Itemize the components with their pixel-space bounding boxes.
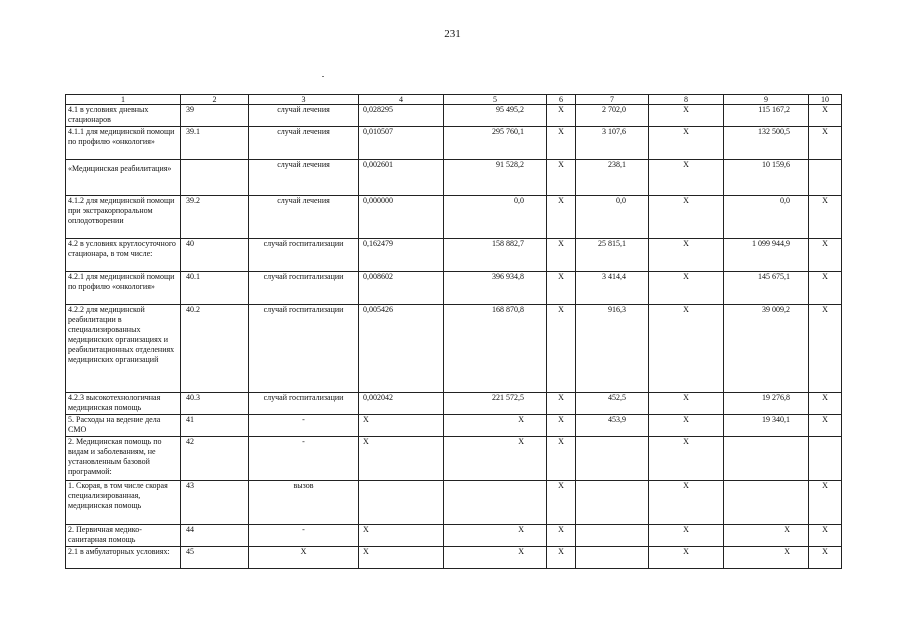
- value-cell: 221 572,5: [444, 393, 547, 415]
- unit-cell: случай госпитализации: [249, 272, 359, 305]
- column-header: 10: [809, 95, 842, 105]
- value-cell: 3 107,6: [576, 127, 649, 160]
- value-cell: 0,028295: [359, 105, 444, 127]
- column-header: 8: [649, 95, 724, 105]
- table-row: [66, 305, 842, 393]
- value-cell: 145 675,1: [724, 272, 809, 305]
- unit-cell: Х: [249, 547, 359, 569]
- row-label: 2. Медицинская помощь по видам и заболеваниям, не установленным базовой программой:: [66, 437, 181, 481]
- table-row: [66, 272, 842, 305]
- column-header: 1: [66, 95, 181, 105]
- value-cell: Х: [547, 239, 576, 272]
- value-cell: Х: [649, 272, 724, 305]
- row-label: 2. Первичная медико-санитарная помощь: [66, 525, 181, 547]
- value-cell: 0,0: [724, 196, 809, 239]
- unit-cell: -: [249, 415, 359, 437]
- value-cell: 0,010507: [359, 127, 444, 160]
- row-code: 39: [181, 105, 249, 127]
- column-header: 2: [181, 95, 249, 105]
- value-cell: 95 495,2: [444, 105, 547, 127]
- value-cell: Х: [649, 239, 724, 272]
- unit-cell: -: [249, 437, 359, 481]
- value-cell: Х: [649, 160, 724, 196]
- value-cell: 19 276,8: [724, 393, 809, 415]
- value-cell: Х: [809, 525, 842, 547]
- value-cell: Х: [444, 437, 547, 481]
- value-cell: [576, 481, 649, 525]
- value-cell: Х: [809, 481, 842, 525]
- value-cell: Х: [809, 305, 842, 393]
- value-cell: Х: [359, 547, 444, 569]
- table-row: [66, 105, 842, 127]
- unit-cell: случай лечения: [249, 127, 359, 160]
- value-cell: 916,3: [576, 305, 649, 393]
- row-code: 40.1: [181, 272, 249, 305]
- value-cell: Х: [649, 481, 724, 525]
- value-cell: 0,162479: [359, 239, 444, 272]
- value-cell: 0,005426: [359, 305, 444, 393]
- value-cell: Х: [809, 393, 842, 415]
- table-row: [66, 239, 842, 272]
- value-cell: Х: [359, 525, 444, 547]
- table-row: [66, 525, 842, 547]
- value-cell: Х: [359, 415, 444, 437]
- value-cell: 132 500,5: [724, 127, 809, 160]
- value-cell: 0,008602: [359, 272, 444, 305]
- value-cell: Х: [809, 127, 842, 160]
- table-row: [66, 437, 842, 481]
- unit-cell: случай госпитализации: [249, 393, 359, 415]
- value-cell: Х: [444, 547, 547, 569]
- column-header: 7: [576, 95, 649, 105]
- value-cell: [809, 160, 842, 196]
- value-cell: Х: [649, 415, 724, 437]
- table-row: [66, 160, 842, 196]
- value-cell: [444, 481, 547, 525]
- row-label: 4.1.1 для медицинской помощи по профилю «онкология»: [66, 127, 181, 160]
- column-number-row: [66, 95, 842, 105]
- row-code: 41: [181, 415, 249, 437]
- value-cell: Х: [547, 437, 576, 481]
- value-cell: Х: [809, 547, 842, 569]
- value-cell: Х: [547, 525, 576, 547]
- row-label: 4.1 в условиях дневных стационаров: [66, 105, 181, 127]
- row-label: 4.2 в условиях круглосуточного стационара, в том числе:: [66, 239, 181, 272]
- value-cell: Х: [649, 437, 724, 481]
- row-label: 5. Расходы на ведение дела СМО: [66, 415, 181, 437]
- value-cell: 396 934,8: [444, 272, 547, 305]
- row-label: 4.2.1 для медицинской помощи по профилю «онкология»: [66, 272, 181, 305]
- value-cell: Х: [724, 547, 809, 569]
- value-cell: Х: [444, 415, 547, 437]
- table-row: [66, 127, 842, 160]
- value-cell: 115 167,2: [724, 105, 809, 127]
- value-cell: 0,002042: [359, 393, 444, 415]
- value-cell: Х: [359, 437, 444, 481]
- unit-cell: случай госпитализации: [249, 239, 359, 272]
- value-cell: 452,5: [576, 393, 649, 415]
- row-code: 43: [181, 481, 249, 525]
- value-cell: 158 882,7: [444, 239, 547, 272]
- column-header: 6: [547, 95, 576, 105]
- page-number: 231: [444, 28, 461, 40]
- value-cell: Х: [547, 272, 576, 305]
- value-cell: Х: [649, 196, 724, 239]
- value-cell: Х: [649, 105, 724, 127]
- value-cell: 25 815,1: [576, 239, 649, 272]
- value-cell: Х: [547, 547, 576, 569]
- row-label: 4.2.2 для медицинской реабилитации в специализированных медицинских организациях и реабилитационных отделениях медицинских организаций: [66, 305, 181, 393]
- table-row: [66, 415, 842, 437]
- row-label: 1. Скорая, в том числе скорая специализированная, медицинская помощь: [66, 481, 181, 525]
- value-cell: 0,002601: [359, 160, 444, 196]
- scan-mark: [322, 76, 324, 77]
- column-header: 4: [359, 95, 444, 105]
- row-code: 39.1: [181, 127, 249, 160]
- value-cell: [724, 437, 809, 481]
- column-header: 5: [444, 95, 547, 105]
- row-code: 44: [181, 525, 249, 547]
- value-cell: Х: [547, 415, 576, 437]
- value-cell: 0,0: [576, 196, 649, 239]
- table-row: [66, 481, 842, 525]
- value-cell: [724, 481, 809, 525]
- row-label: 4.2.3 высокотехнологичная медицинская помощь: [66, 393, 181, 415]
- value-cell: Х: [547, 305, 576, 393]
- row-code: 40.3: [181, 393, 249, 415]
- value-cell: Х: [547, 196, 576, 239]
- row-code: [181, 160, 249, 196]
- value-cell: [576, 525, 649, 547]
- value-cell: 10 159,6: [724, 160, 809, 196]
- value-cell: 2 702,0: [576, 105, 649, 127]
- value-cell: [576, 547, 649, 569]
- value-cell: Х: [649, 305, 724, 393]
- row-code: 45: [181, 547, 249, 569]
- value-cell: Х: [547, 105, 576, 127]
- value-cell: [809, 437, 842, 481]
- value-cell: Х: [724, 525, 809, 547]
- value-cell: 238,1: [576, 160, 649, 196]
- unit-cell: случай госпитализации: [249, 305, 359, 393]
- value-cell: Х: [809, 272, 842, 305]
- unit-cell: случай лечения: [249, 196, 359, 239]
- row-code: 42: [181, 437, 249, 481]
- value-cell: 295 760,1: [444, 127, 547, 160]
- value-cell: 453,9: [576, 415, 649, 437]
- value-cell: Х: [809, 105, 842, 127]
- value-cell: Х: [547, 393, 576, 415]
- row-label: 4.1.2 для медицинской помощи при экстракорпоральном оплодотворении: [66, 196, 181, 239]
- unit-cell: вызов: [249, 481, 359, 525]
- row-code: 40.2: [181, 305, 249, 393]
- unit-cell: -: [249, 525, 359, 547]
- row-label: 2.1 в амбулаторных условиях:: [66, 547, 181, 569]
- row-code: 40: [181, 239, 249, 272]
- value-cell: 19 340,1: [724, 415, 809, 437]
- value-cell: [359, 481, 444, 525]
- value-cell: Х: [809, 239, 842, 272]
- value-cell: Х: [547, 481, 576, 525]
- table-row: [66, 547, 842, 569]
- value-cell: 0,0: [444, 196, 547, 239]
- table-row: [66, 196, 842, 239]
- value-cell: 39 009,2: [724, 305, 809, 393]
- column-header: 3: [249, 95, 359, 105]
- value-cell: Х: [809, 415, 842, 437]
- financing-table: [65, 94, 842, 569]
- row-code: 39.2: [181, 196, 249, 239]
- row-label: «Медицинская реабилитация»: [66, 160, 181, 196]
- value-cell: Х: [444, 525, 547, 547]
- value-cell: Х: [547, 127, 576, 160]
- value-cell: Х: [649, 525, 724, 547]
- column-header: 9: [724, 95, 809, 105]
- value-cell: 1 099 944,9: [724, 239, 809, 272]
- value-cell: Х: [547, 160, 576, 196]
- value-cell: 91 528,2: [444, 160, 547, 196]
- value-cell: Х: [649, 127, 724, 160]
- value-cell: [576, 437, 649, 481]
- value-cell: 0,000000: [359, 196, 444, 239]
- value-cell: Х: [649, 393, 724, 415]
- value-cell: 168 870,8: [444, 305, 547, 393]
- value-cell: 3 414,4: [576, 272, 649, 305]
- unit-cell: случай лечения: [249, 160, 359, 196]
- unit-cell: случай лечения: [249, 105, 359, 127]
- value-cell: Х: [809, 196, 842, 239]
- value-cell: Х: [649, 547, 724, 569]
- table-row: [66, 393, 842, 415]
